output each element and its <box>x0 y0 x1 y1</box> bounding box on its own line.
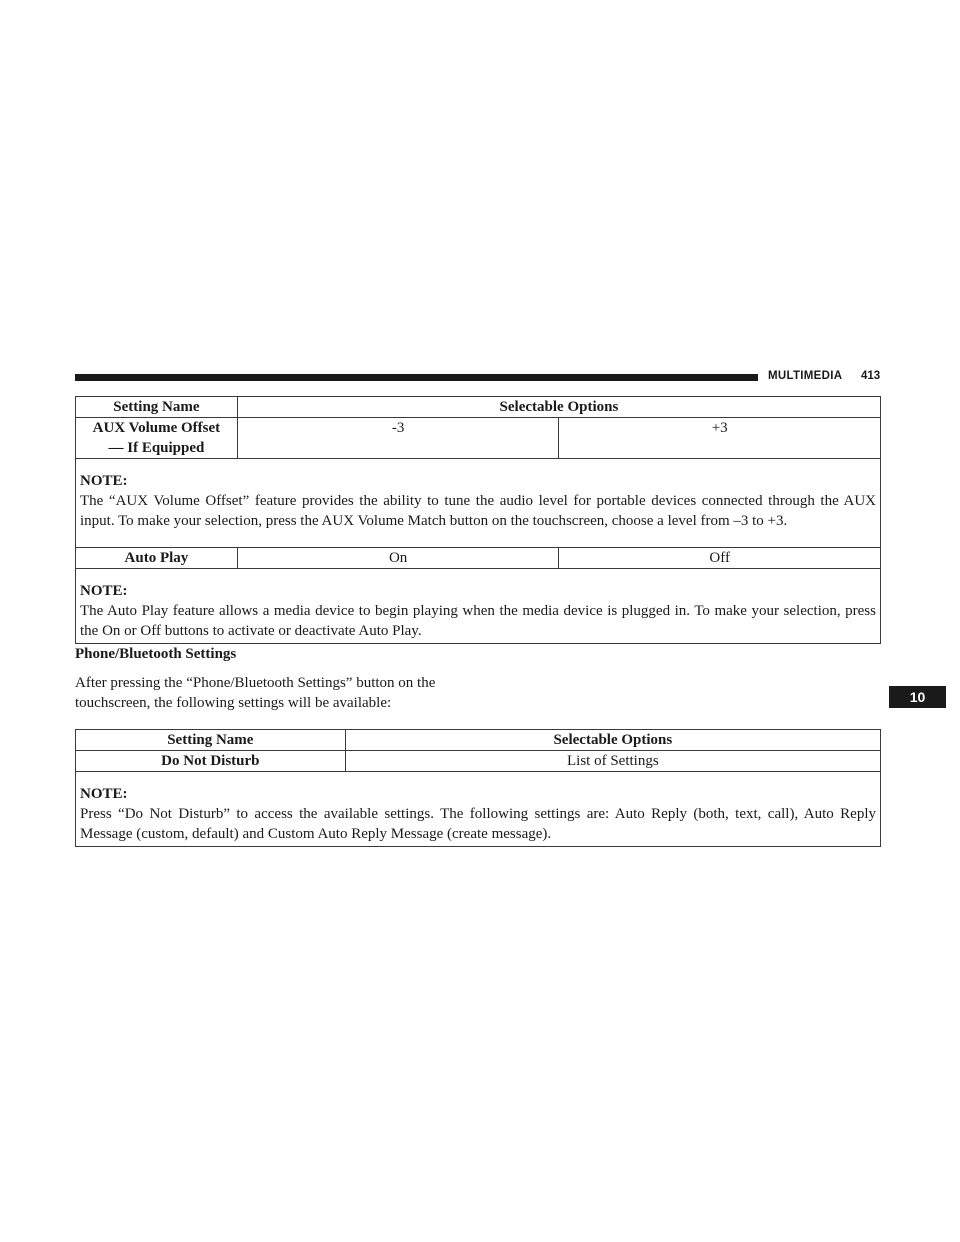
note-row <box>76 772 881 847</box>
column-header-options: Selectable Options <box>237 397 880 418</box>
table-header-row <box>76 397 881 418</box>
note-cell <box>76 569 881 644</box>
column-header-setting: Setting Name <box>76 730 346 751</box>
phone-settings-table <box>75 729 881 847</box>
note-text: The Auto Play feature allows a media device to begin playing when the media device is plugged in. To make your selection, press the On or Off buttons to activate or deactivate Auto Play. <box>80 603 876 639</box>
column-header-options: Selectable Options <box>345 730 880 751</box>
option-value: On <box>237 548 559 569</box>
option-value: List of Settings <box>345 751 880 772</box>
note-row <box>76 569 881 644</box>
note-row <box>76 459 881 548</box>
table-row <box>76 418 881 459</box>
media-settings-table <box>75 396 881 644</box>
note-cell <box>76 772 881 847</box>
header-rule <box>75 374 758 381</box>
chapter-tab: 10 <box>889 686 946 708</box>
column-header-setting: Setting Name <box>76 397 238 418</box>
section-title: MULTIMEDIA <box>768 370 843 382</box>
table-row <box>76 548 881 569</box>
note-label: NOTE: <box>80 583 128 599</box>
option-value: -3 <box>237 418 559 459</box>
note-text: The “AUX Volume Offset” feature provides the ability to tune the audio level for portable devices connected through the AUX input. To make your selection, press the AUX Volume Match button on the touchscreen, choose a level from –3 to +3. <box>80 493 876 529</box>
setting-name-qualifier: — If Equipped <box>108 440 205 456</box>
option-value: Off <box>559 548 881 569</box>
setting-name-line: AUX Volume Offset <box>92 420 221 436</box>
section-heading: Phone/Bluetooth Settings <box>75 646 237 662</box>
setting-name: Auto Play <box>76 548 238 569</box>
note-text: Press “Do Not Disturb” to access the available settings. The following settings are: Auto Reply (both, text, call), Auto Reply Message (custom, default) and Custom Auto Reply Message (create message). <box>80 806 876 842</box>
note-label: NOTE: <box>80 473 128 489</box>
intro-paragraph: After pressing the “Phone/Bluetooth Settings” button on the touchscreen, the following settings will be available: <box>75 675 436 711</box>
table-header-row <box>76 730 881 751</box>
note-label: NOTE: <box>80 786 128 802</box>
option-value: +3 <box>559 418 881 459</box>
note-cell <box>76 459 881 548</box>
setting-name <box>76 418 238 459</box>
page-number: 413 <box>861 370 881 382</box>
setting-name: Do Not Disturb <box>76 751 346 772</box>
table-row <box>76 751 881 772</box>
